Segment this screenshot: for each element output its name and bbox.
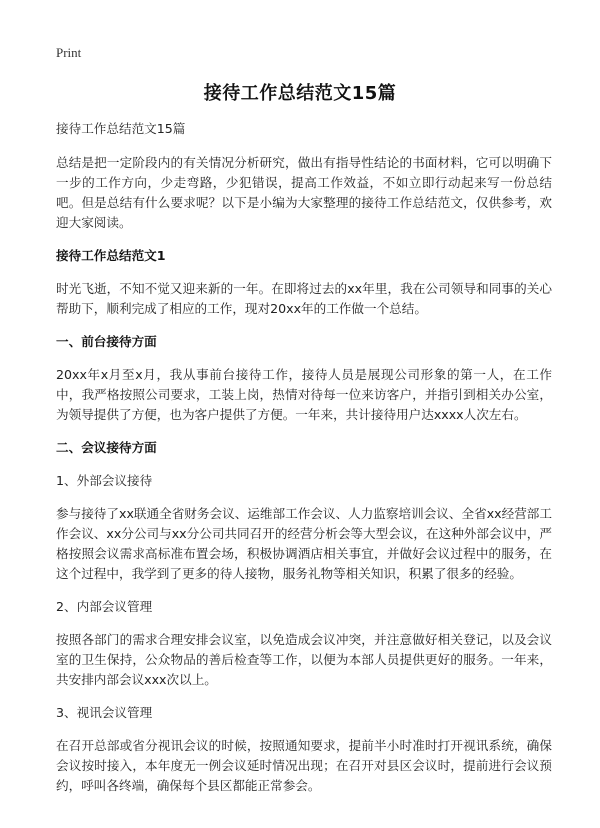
subheading-internal-meetings: 2、内部会议管理 [56, 599, 153, 614]
body-internal-meetings: 按照各部门的需求合理安排会议室，以免造成会议冲突，并注意做好相关登记，以及会议室的卫生保持，公众物品的善后检查等工作，以便为本部人员提供更好的服务。一年来，共安排内部会议xxx次以上。 [56, 632, 552, 687]
subheading-external-meetings: 1、外部会议接待 [56, 473, 153, 488]
section-heading-meetings: 二、会议接待方面 [56, 440, 157, 455]
document-title: 接待工作总结范文15篇 [203, 83, 397, 104]
print-link[interactable]: Print [56, 45, 82, 60]
opening-paragraph: 时光飞逝，不知不觉又迎来新的一年。在即将过去的xx年里，我在公司领导和同事的关心帮助下，顺利完成了相应的工作，现对20xx年的工作做一个总结。 [56, 281, 552, 316]
section-body-reception: 20xx年x月至x月，我从事前台接待工作，接待人员是展现公司形象的第一人，在工作中，我严格按照公司要求，工装上岗，热情对待每一位来访客户，并指引到相关办公室，为领导提供了方便，也为客户提供了方便。一年来，共计接待用户达xxxx人次左右。 [56, 367, 552, 422]
section-heading-reception: 一、前台接待方面 [56, 334, 157, 349]
body-video-meetings: 在召开总部或省分视讯会议的时候，按照通知要求，提前半小时准时打开视讯系统，确保会议按时接入，本年度无一例会议延时情况出现；在召开对县区会议时，提前进行会议预约，呼叫各终端，确保每个县区都能正常参会。 [56, 738, 552, 793]
article-heading: 接待工作总结范文1 [56, 248, 166, 263]
intro-paragraph: 总结是把一定阶段内的有关情况分析研究，做出有指导性结论的书面材料，它可以明确下一步的工作方向，少走弯路，少犯错误，提高工作效益，不如立即行动起来写一份总结吧。但是总结有什么要求呢？以下是小编为大家整理的接待工作总结范文，仅供参考，欢迎大家阅读。 [56, 155, 552, 230]
subheading-video-meetings: 3、视讯会议管理 [56, 705, 153, 720]
document-body [56, 119, 552, 809]
document-subtitle: 接待工作总结范文15篇 [56, 121, 186, 136]
body-external-meetings: 参与接待了xx联通全省财务会议、运维部工作会议、人力监察培训会议、全省xx经营部工作会议、xx分公司与xx分公司共同召开的经营分析会等大型会议，在这种外部会议中，严格按照会议需求高标准布置会场，积极协调酒店相关事宜，并做好会议过程中的服务，在这个过程中，我学到了更多的待人接物，服务礼物等相关知识，积累了很多的经验。 [56, 506, 552, 581]
